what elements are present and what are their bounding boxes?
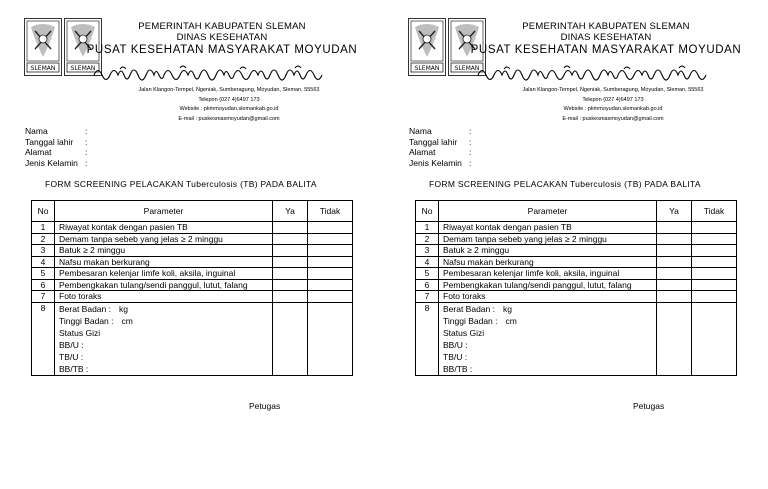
field-label: Nama <box>409 126 432 136</box>
department-name: DINAS KESEHATAN <box>176 31 268 43</box>
parameter-cell: Riwayat kontak dengan pasien TB <box>439 222 657 234</box>
form-title: FORM SCREENING PELACAKAN Tuberculosis (TB) PADA BALITA <box>429 179 701 189</box>
header-ya: Ya <box>273 201 308 222</box>
government-name: PEMERINTAH KABUPATEN SLEMAN <box>522 21 690 32</box>
contact-block <box>468 86 758 124</box>
measurement-line: Tinggi Badan : cm <box>443 315 517 326</box>
measurement-line: BB/U : <box>59 339 84 350</box>
ya-cell[interactable] <box>657 268 692 280</box>
table-row: 3 Batuk ≥ 2 minggu <box>32 245 353 257</box>
measurement-line: TB/U : <box>59 351 84 362</box>
parameter-cell: Pembengkakan tulang/sendi panggul, lutut, falang <box>55 279 273 291</box>
measurement-line: BB/TB : <box>443 363 473 374</box>
tidak-cell[interactable] <box>308 222 353 234</box>
signature-label: Petugas <box>633 401 665 411</box>
table-row: 6 Pembengkakan tulang/sendi panggul, lutut, falang <box>416 279 737 291</box>
screening-table <box>31 200 353 376</box>
table-row: 2 Demam tanpa sebeb yang jelas ≥ 2 minggu <box>416 233 737 245</box>
field-label: Tanggal lahir <box>25 136 74 147</box>
institution-name: PUSAT KESEHATAN MASYARAKAT MOYUDAN <box>86 43 358 56</box>
field-label: Jenis Kelamin <box>25 157 78 168</box>
ya-cell[interactable] <box>273 222 308 234</box>
table-row-measurements: 8 Berat Badan : kg Tinggi Badan : cm Status Gizi BB/U : TB/U : BB/TB : <box>32 302 353 375</box>
tidak-cell[interactable] <box>692 222 737 234</box>
tidak-cell[interactable] <box>692 245 737 257</box>
header-ya: Ya <box>657 201 692 222</box>
screening-form-right <box>384 0 768 489</box>
javanese-script-line <box>474 63 724 83</box>
parameter-cell: Nafsu makan berkurang <box>55 256 273 268</box>
ya-cell[interactable] <box>657 245 692 257</box>
ya-cell[interactable] <box>657 233 692 245</box>
measurement-line: Berat Badan : kg <box>59 303 128 314</box>
measurement-line: Berat Badan : kg <box>443 303 512 314</box>
parameter-cell: Foto toraks <box>439 291 657 303</box>
field-label: Nama <box>25 126 48 136</box>
email-text: E-mail : puskesmasmoyudan@gmail.com <box>178 115 280 122</box>
logo-text: SLEMAN <box>70 65 96 72</box>
logo-text: SLEMAN <box>454 65 480 72</box>
ya-cell[interactable] <box>657 256 692 268</box>
table-row-measurements: 8 Berat Badan : kg Tinggi Badan : cm Status Gizi BB/U : TB/U : BB/TB : <box>416 302 737 375</box>
identity-row: Nama : <box>409 126 472 136</box>
sleman-logo <box>24 18 62 76</box>
table-row: 7 Foto toraks <box>416 291 737 303</box>
measurement-line: Tinggi Badan : cm <box>59 315 133 326</box>
header-tidak: Tidak <box>308 201 353 222</box>
tidak-cell[interactable] <box>692 302 737 375</box>
measurement-line: Status Gizi <box>59 327 101 338</box>
measurements-cell <box>439 302 657 375</box>
table-row: 4 Nafsu makan berkurang <box>32 256 353 268</box>
address-text: Jalan Klangon-Tempel, Ngeniak, Sumberagung, Moyudan, Sleman, 55563 <box>138 87 320 93</box>
parameter-cell: Demam tanpa sebeb yang jelas ≥ 2 minggu <box>55 233 273 245</box>
tidak-cell[interactable] <box>308 256 353 268</box>
ya-cell[interactable] <box>657 222 692 234</box>
department-name: DINAS KESEHATAN <box>560 31 652 43</box>
tidak-cell[interactable] <box>308 291 353 303</box>
logo-text: SLEMAN <box>414 65 440 72</box>
phone-text: Telepon (027 4)6497 173 <box>198 96 260 103</box>
form-title: FORM SCREENING PELACAKAN Tuberculosis (TB) PADA BALITA <box>45 179 317 189</box>
ya-cell[interactable] <box>273 233 308 245</box>
measurements-cell <box>55 302 273 375</box>
tidak-cell[interactable] <box>308 233 353 245</box>
field-label: Tanggal lahir <box>409 136 458 147</box>
government-name: PEMERINTAH KABUPATEN SLEMAN <box>138 21 306 32</box>
identity-row: Nama : <box>25 126 88 136</box>
parameter-cell: Batuk ≥ 2 minggu <box>439 245 657 257</box>
parameter-cell: Pembesaran kelenjar limfe koli, aksila, inguinal <box>55 268 273 280</box>
parameter-cell: Pembengkakan tulang/sendi panggul, lutut, falang <box>439 279 657 291</box>
header-no: No <box>32 201 55 222</box>
screening-table <box>415 200 737 376</box>
tidak-cell[interactable] <box>308 302 353 375</box>
tidak-cell[interactable] <box>692 256 737 268</box>
email-text: E-mail : puskesmasmoyudan@gmail.com <box>562 115 664 122</box>
letterhead <box>84 22 360 57</box>
tidak-cell[interactable] <box>308 245 353 257</box>
tidak-cell[interactable] <box>692 291 737 303</box>
address-text: Jalan Klangon-Tempel, Ngeniak, Sumberagung, Moyudan, Sleman, 55563 <box>522 87 704 93</box>
table-row: 5 Pembesaran kelenjar limfe koli, aksila, inguinal <box>416 268 737 280</box>
identity-row: Alamat : <box>409 147 472 157</box>
tidak-cell[interactable] <box>308 279 353 291</box>
patient-identity <box>409 126 529 168</box>
signature-label: Petugas <box>249 401 281 411</box>
identity-row: Tanggal lahir : <box>409 136 472 147</box>
tidak-cell[interactable] <box>308 268 353 280</box>
table-row: 4 Nafsu makan berkurang <box>416 256 737 268</box>
identity-row: Alamat : <box>25 147 88 157</box>
ya-cell[interactable] <box>657 291 692 303</box>
measurement-line: BB/U : <box>443 339 468 350</box>
logo-text: SLEMAN <box>30 65 56 72</box>
measurement-line: Status Gizi <box>443 327 485 338</box>
ya-cell[interactable] <box>657 279 692 291</box>
header-parameter: Parameter <box>55 201 273 222</box>
header-tidak: Tidak <box>692 201 737 222</box>
field-label: Jenis Kelamin <box>409 157 462 168</box>
parameter-cell: Pembesaran kelenjar limfe koli, aksila, inguinal <box>439 268 657 280</box>
ya-cell[interactable] <box>273 256 308 268</box>
identity-row: Jenis Kelamin : <box>25 157 88 168</box>
field-label: Alamat <box>25 147 52 157</box>
ya-cell[interactable] <box>273 245 308 257</box>
ya-cell[interactable] <box>273 302 308 375</box>
contact-block <box>84 86 374 124</box>
parameter-cell: Riwayat kontak dengan pasien TB <box>55 222 273 234</box>
website-text: Website : pkmmoyudan.slemankab.go.id <box>179 106 279 112</box>
tidak-cell[interactable] <box>692 279 737 291</box>
tidak-cell[interactable] <box>692 233 737 245</box>
table-row: 3 Batuk ≥ 2 minggu <box>416 245 737 257</box>
website-text: Website : pkmmoyudan.slemankab.go.id <box>563 106 663 112</box>
identity-row: Tanggal lahir : <box>25 136 88 147</box>
institution-name: PUSAT KESEHATAN MASYARAKAT MOYUDAN <box>470 43 742 56</box>
javanese-script-line <box>90 63 340 83</box>
phone-text: Telepon (027 4)6497 173 <box>582 96 644 103</box>
table-row: 1 Riwayat kontak dengan pasien TB <box>416 222 737 234</box>
ya-cell[interactable] <box>657 302 692 375</box>
parameter-cell: Foto toraks <box>55 291 273 303</box>
parameter-cell: Batuk ≥ 2 minggu <box>55 245 273 257</box>
table-row: 5 Pembesaran kelenjar limfe koli, aksila, inguinal <box>32 268 353 280</box>
tidak-cell[interactable] <box>692 268 737 280</box>
table-row: 6 Pembengkakan tulang/sendi panggul, lutut, falang <box>32 279 353 291</box>
ya-cell[interactable] <box>273 279 308 291</box>
identity-row: Jenis Kelamin : <box>409 157 472 168</box>
patient-identity <box>25 126 145 168</box>
sleman-logo <box>408 18 446 76</box>
ya-cell[interactable] <box>273 291 308 303</box>
measurement-line: BB/TB : <box>59 363 89 374</box>
parameter-cell: Demam tanpa sebeb yang jelas ≥ 2 minggu <box>439 233 657 245</box>
parameter-cell: Nafsu makan berkurang <box>439 256 657 268</box>
field-label: Alamat <box>409 147 436 157</box>
table-row: 2 Demam tanpa sebeb yang jelas ≥ 2 minggu <box>32 233 353 245</box>
table-row: 7 Foto toraks <box>32 291 353 303</box>
header-parameter: Parameter <box>439 201 657 222</box>
letterhead <box>468 22 744 57</box>
measurement-line: TB/U : <box>443 351 468 362</box>
table-row: 1 Riwayat kontak dengan pasien TB <box>32 222 353 234</box>
header-no: No <box>416 201 439 222</box>
ya-cell[interactable] <box>273 268 308 280</box>
